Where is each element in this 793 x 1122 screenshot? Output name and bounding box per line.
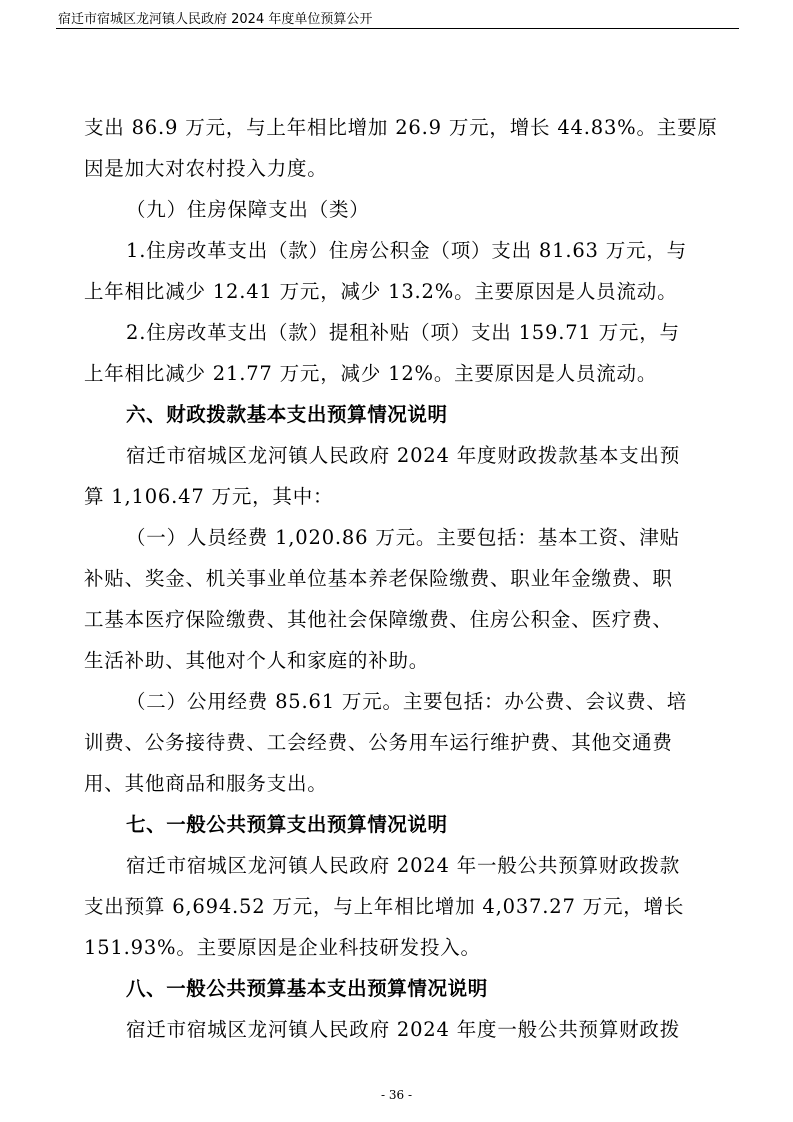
page-number: - 36 - <box>380 1088 412 1102</box>
text-line: 宿迁市宿城区龙河镇人民政府 2024 年度一般公共预算财政拨 <box>126 1018 681 1041</box>
text-line: 用、其他商品和服务支出。 <box>84 772 328 795</box>
text-line: 支出预算 6,694.52 万元，与上年相比增加 4,037.27 万元，增长 <box>84 895 685 918</box>
section-heading: 八、一般公共预算基本支出预算情况说明 <box>126 977 488 1000</box>
text-line: 2.住房改革支出（款）提租补贴（项）支出 159.71 万元，与 <box>126 321 680 344</box>
document-body <box>84 107 718 1050</box>
text-line: 上年相比减少 12.41 万元，减少 13.2%。主要原因是人员流动。 <box>84 280 678 303</box>
text-line: 151.93%。主要原因是企业科技研发投入。 <box>84 936 481 959</box>
text-line: 因是加大对农村投入力度。 <box>84 157 328 180</box>
section-heading: 七、一般公共预算支出预算情况说明 <box>126 813 448 836</box>
text-line: 宿迁市宿城区龙河镇人民政府 2024 年一般公共预算财政拨款 <box>126 854 681 877</box>
text-line: （九）住房保障支出（类） <box>126 198 370 221</box>
text-line: （二）公用经费 85.61 万元。主要包括：办公费、会议费、培 <box>126 690 688 713</box>
text-line: 训费、公务接待费、工会经费、公务用车运行维护费、其他交通费 <box>84 731 673 754</box>
text-line: 生活补助、其他对个人和家庭的补助。 <box>84 649 430 672</box>
text-line: 上年相比减少 21.77 万元，减少 12%。主要原因是人员流动。 <box>84 362 658 385</box>
section-heading: 六、财政拨款基本支出预算情况说明 <box>126 403 448 426</box>
text-line: 补贴、奖金、机关事业单位基本养老保险缴费、职业年金缴费、职 <box>84 567 673 590</box>
text-line: （一）人员经费 1,020.86 万元。主要包括：基本工资、津贴 <box>126 526 680 549</box>
text-line: 宿迁市宿城区龙河镇人民政府 2024 年度财政拨款基本支出预 <box>126 444 681 467</box>
text-line: 支出 86.9 万元，与上年相比增加 26.9 万元，增长 44.83%。主要原 <box>84 116 718 139</box>
text-line: 工基本医疗保险缴费、其他社会保障缴费、住房公积金、医疗费、 <box>84 608 673 631</box>
text-line: 算 1,106.47 万元，其中： <box>84 485 334 508</box>
running-header: 宿迁市宿城区龙河镇人民政府 2024 年度单位预算公开 <box>58 12 373 27</box>
header-rule <box>56 28 739 29</box>
text-line: 1.住房改革支出（款）住房公积金（项）支出 81.63 万元，与 <box>126 239 687 262</box>
